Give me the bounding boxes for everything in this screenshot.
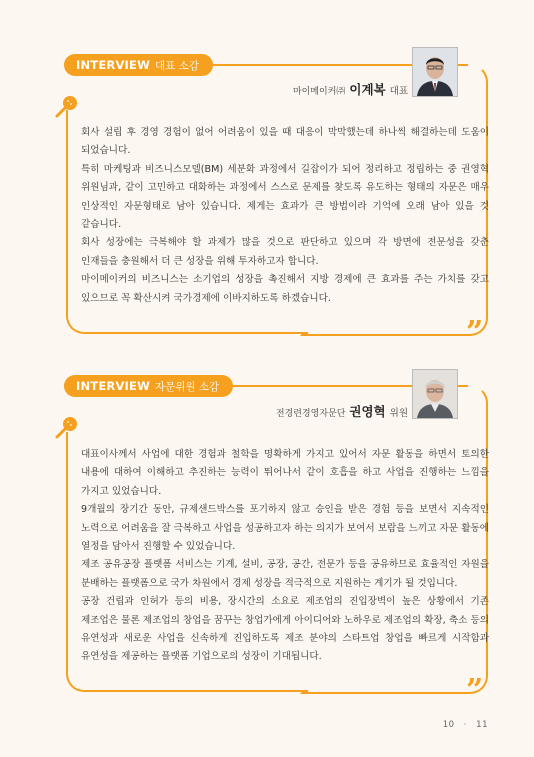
interview-label-ko: 대표 소감 [154, 59, 199, 72]
paragraph: 9개월의 장기간 동안, 규제샌드박스를 포기하지 않고 승인을 받은 경험 등을 보면서 지속적인 노력으로 어려움을 잘 극복하고 사업을 성공하고자 하는 의지가 보여서 보람을 느끼고 자문 활동에 열정을 담아서 진행할 수 있었습니다. [81, 504, 489, 553]
interview-label [64, 375, 233, 397]
page-numbers [443, 720, 488, 730]
interviewee-org: 전경련경영자문단 [275, 409, 346, 419]
interview-body [81, 446, 489, 667]
paragraph: 공장 건립과 인허가 등의 비용, 장시간의 소요로 제조업의 진입장벽이 높은 상황에서 기존 제조업은 물론 제조업의 창업을 꿈꾸는 창업가에게 아이디어와 노하우로 제조업의 확장, 축소 등의 유연성과 새로운 사업을 신속하게 진입하도록 제조 분야의 스타트업 창업을 빠르게 시작함과 유연성을 제공하는 플랫폼 기업으로의 성장이 기대됩니다. [81, 596, 489, 663]
close-quote-icon: ” [466, 673, 484, 708]
interviewee-name: 권영혁 [349, 404, 386, 419]
interview-label-ko: 자문위원 소감 [154, 380, 220, 393]
interview-label-en: INTERVIEW [76, 379, 150, 393]
paragraph: 회사 설립 후 경영 경험이 없어 어려움이 있을 때 대응이 막막했는데 하나씩 해결하는데 도움이 되었습니다. [81, 127, 489, 157]
close-quote-icon: ” [466, 315, 484, 350]
interviewee-name: 이계복 [349, 82, 386, 97]
paragraph: 특히 마케팅과 비즈니스모델(BM) 세분화 과정에서 길잡이가 되어 정리하고 정립하는 중 권영혁 위원님과, 같이 고민하고 대화하는 과정에서 스스로 문제를 찾도록 유도하는 형태의 자문은 매우 인상적인 자문형태로 남아 있습니다. 제게는 효과가 큰 방법이라 기억에 오래 남아 있을 것 같습니다. [81, 163, 489, 231]
microphone-icon [53, 415, 79, 441]
paragraph: 마이메이커의 비즈니스는 소기업의 성장을 촉진해서 지방 경제에 큰 효과를 주는 가치를 갖고 있으므로 꼭 확산시켜 국가경제에 이바지하도록 하겠습니다. [81, 274, 489, 304]
page-number-left: 10 [442, 720, 455, 730]
interviewee-title: 대표 [389, 86, 408, 97]
page-separator: · [463, 720, 467, 730]
interviewee-photo [412, 369, 458, 419]
paragraph: 대표이사께서 사업에 대한 경험과 철학을 명확하게 가지고 있어서 자문 활동을 하면서 토의한 내용에 대하여 이해하고 추진하는 능력이 뛰어나서 같이 호흡을 하고 사업을 진행하는 느낌을 가지고 있었습니다. [81, 449, 489, 497]
interviewee-byline [276, 402, 408, 420]
paragraph: 회사 성장에는 극복해야 할 과제가 많을 것으로 판단하고 있으며 각 방면에 전문성을 갖춘 인재들을 충원해서 더 큰 성장을 위해 투자하고자 합니다. [81, 237, 489, 267]
page-number-right: 11 [476, 720, 488, 730]
interviewee-title: 위원 [389, 408, 408, 419]
interview-label-en: INTERVIEW [76, 58, 150, 72]
interviewee-org: 마이메이커㈜ [292, 87, 346, 97]
paragraph: 제조 공유공장 플랫폼 서비스는 기계, 설비, 공장, 공간, 전문가 등을 공유하므로 효율적인 자원을 분배하는 플랫폼으로 국가 차원에서 경제 성장을 적극적으로 지원하는 계기가 될 것입니다. [81, 559, 489, 589]
